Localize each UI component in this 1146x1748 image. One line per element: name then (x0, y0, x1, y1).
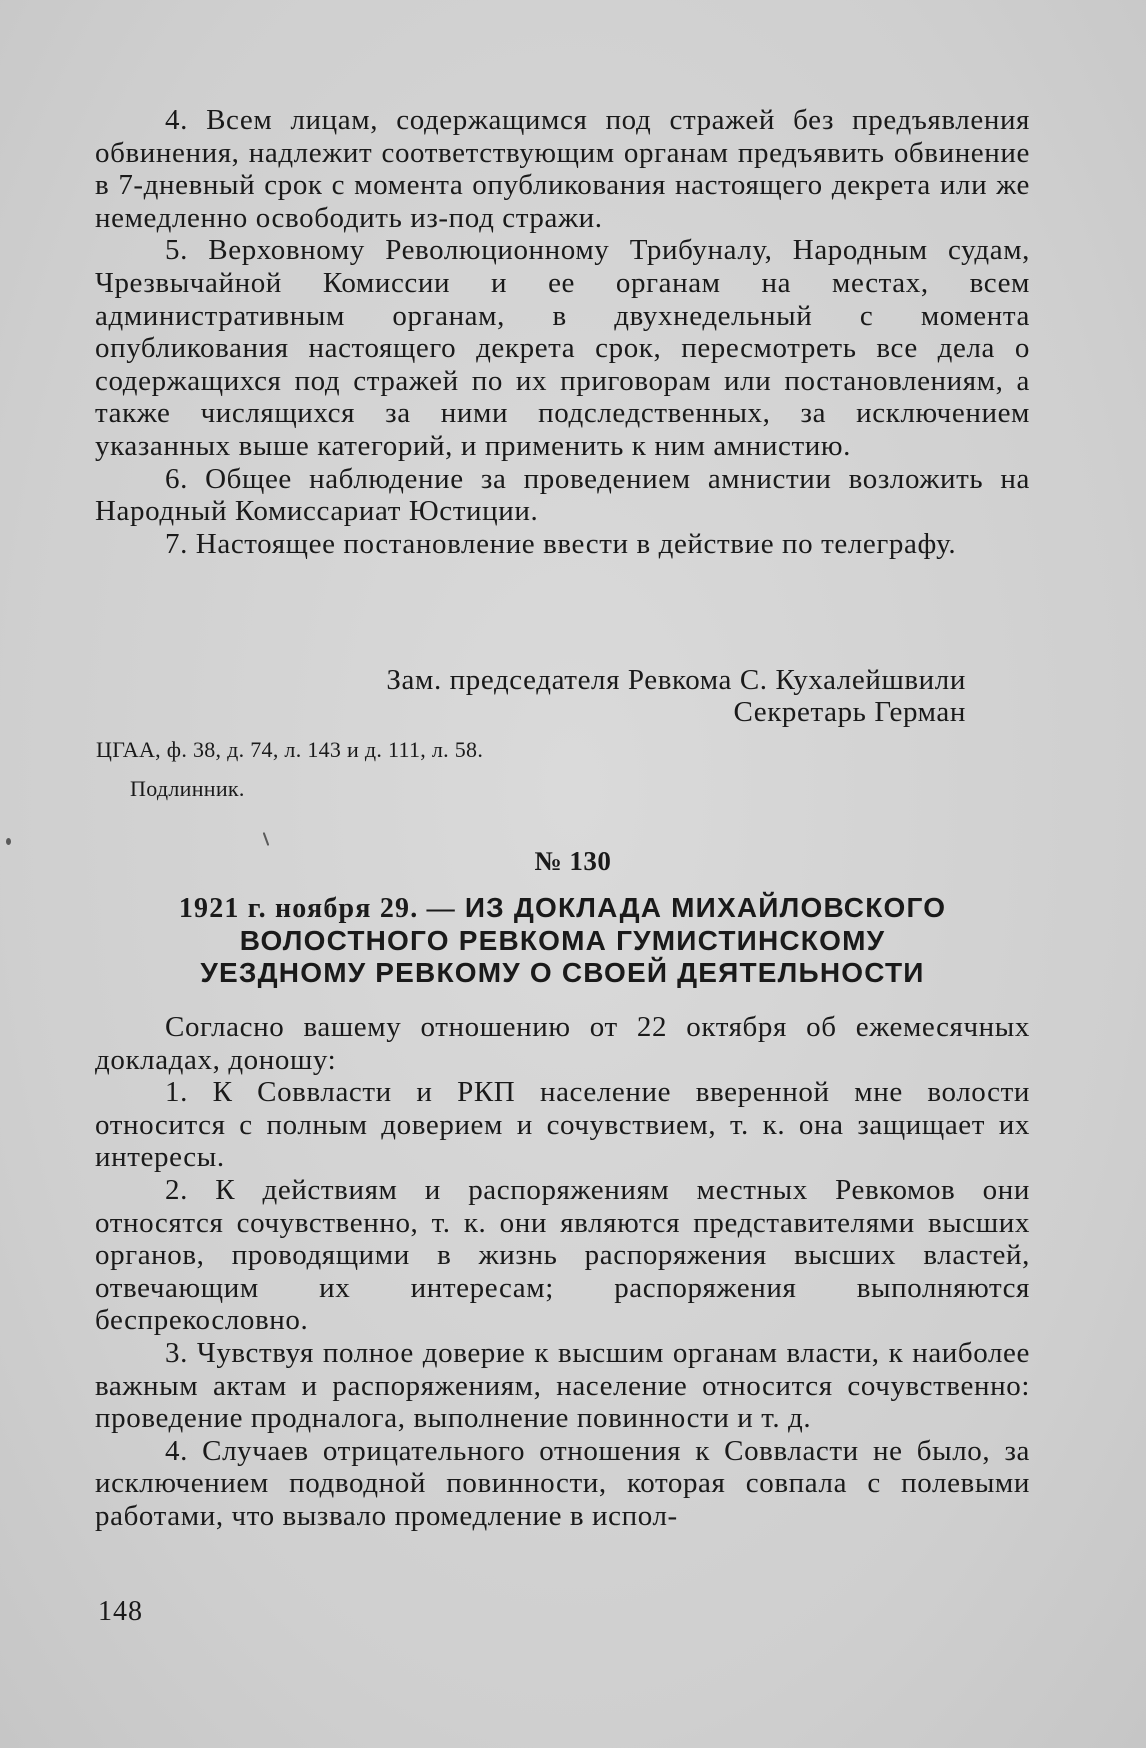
scan-speck (263, 832, 270, 846)
paragraph-5: 5. Верховному Революционному Трибуналу, Народным судам, Чрезвычайной Комиссии и ее органам на местах, всем административным органам, в двухнедельный с момента опубликования настоящего декрета срок, пересмотреть все дела о содержащихся под стражей по их приговорам или постановлениям, а также числящихся за ними подследственных, за исключением указанных выше категорий, и применить к ним амнистию. (95, 234, 1030, 462)
body-item-3: 3. Чувствуя полное доверие к высшим органам власти, к наиболее важным актам и распоряжениям, население относится сочувственно: проведение продналога, выполнение повинности и т. д. (95, 1336, 1030, 1435)
body-intro: Согласно вашему отношению от 22 октября об ежемесячных докладах, доношу: (95, 1011, 1030, 1076)
signature-block (386, 664, 966, 728)
archive-reference: ЦГАА, ф. 38, д. 74, л. 143 и д. 111, л. 58. (96, 737, 484, 762)
heading-title-line-1: ИЗ ДОКЛАДА МИХАЙЛОВСКОГО (464, 892, 947, 923)
heading-title-line-2: ВОЛОСТНОГО РЕВКОМА ГУМИСТИНСКОМУ (239, 925, 886, 956)
heading-title-line-3: УЕЗДНОМУ РЕВКОМУ О СВОЕЙ ДЕЯТЕЛЬНОСТИ (200, 957, 925, 988)
paragraph-6: 6. Общее наблюдение за проведением амнистии возложить на Народный Комиссариат Юстиции. (95, 462, 1030, 528)
signature-secretary: Секретарь Герман (733, 696, 966, 728)
original-note: Подлинник. (130, 776, 245, 801)
signature-deputy-chair: Зам. председателя Ревкома С. Кухалейшвили (386, 664, 966, 696)
body-item-4: 4. Случаев отрицательного отношения к Соввласти не было, за исключением подводной повинности, которая совпала с полевыми работами, что вызвало промедление в испол- (95, 1434, 1030, 1532)
heading-line-1 (95, 892, 1030, 925)
body-text-block (95, 1011, 1030, 1533)
page-number: 148 (98, 1596, 143, 1627)
document-number: № 130 (534, 846, 612, 876)
body-item-2: 2. К действиям и распоряжениям местных Ревкомов они относятся сочувственно, т. к. они являются представителями высших органов, проводящими в жизнь распоряжения высших властей, отвечающим их интересам; распоряжения выполняются беспрекословно. (95, 1173, 1030, 1337)
paragraph-4: 4. Всем лицам, содержащимся под стражей без предъявления обвинения, надлежит соответствующим органам предъявить обвинение в 7-дневный срок с момента опубликования настоящего декрета или же немедленно освободить из-под стражи. (95, 104, 1030, 234)
document-date: 1921 г. ноября 29. — (178, 893, 456, 924)
body-item-1: 1. К Соввласти и РКП население вверенной мне волости относится с полным доверием и сочувствием, т. к. она защищает их интересы. (95, 1076, 1030, 1174)
top-text-block (95, 104, 1030, 560)
scan-speck (6, 838, 11, 845)
document-heading (95, 892, 1030, 989)
paragraph-7: 7. Настоящее постановление ввести в действие по телеграфу. (165, 527, 957, 560)
